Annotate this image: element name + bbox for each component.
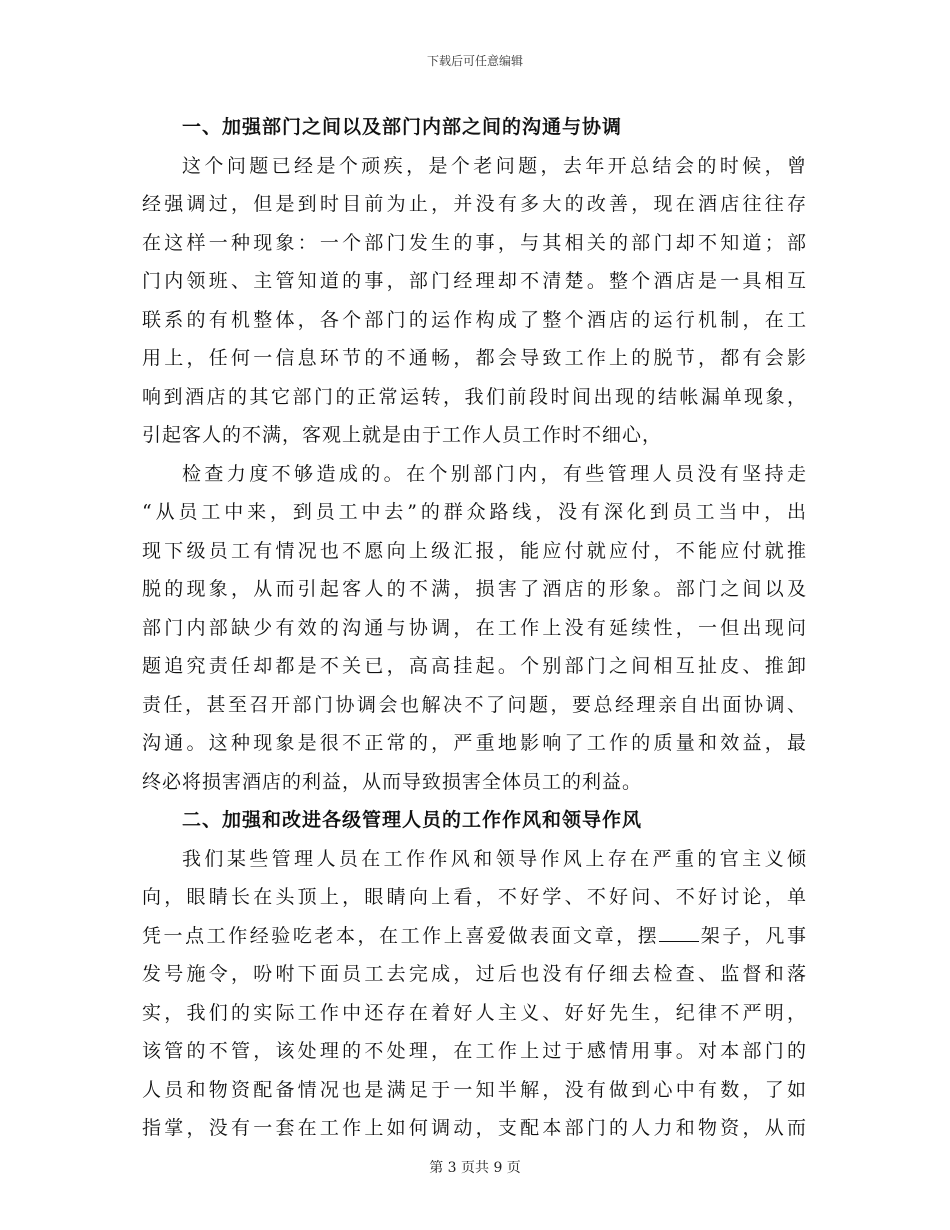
paragraph-line: 检查力度不够造成的。在个别部门内，有些管理人员没有坚持走 (182, 462, 807, 485)
paragraph-line: “从员工中来，到员工中去”的群众路线，没有深化到员工当中，出 (142, 501, 807, 523)
paragraph-line: 部门内部缺少有效的沟通与协调，在工作上没有延续性，一但出现问 (142, 616, 807, 639)
document-body (142, 108, 807, 1148)
paragraph-line: 向，眼睛长在头顶上，眼睛向上看，不好学、不好问、不好讨论，单 (142, 886, 807, 908)
paragraph-line: 发号施令，吩咐下面员工去完成，过后也没有仔细去检查、监督和落 (142, 963, 807, 985)
section-heading: 二、加强和改进各级管理人员的工作作风和领导作风 (182, 809, 643, 831)
paragraph-line: 引起客人的不满，客观上就是由于工作人员工作时不细心， (142, 424, 663, 446)
paragraph-line (142, 917, 807, 956)
page-footer: 第 3 页共 9 页 (429, 1160, 521, 1176)
paragraph-line: 响到酒店的其它部门的正常运转，我们前段时间出现的结帐漏单现象， (142, 385, 807, 408)
paragraph-line: 用上，任何一信息环节的不通畅，都会导致工作上的脱节，都有会影 (142, 347, 807, 369)
paragraph-line: 人员和物资配备情况也是满足于一知半解，没有做到心中有数，了如 (142, 1078, 807, 1101)
paragraph-line: 经强调过，但是到时目前为止，并没有多大的改善，现在酒店往往存 (142, 193, 807, 215)
paragraph-line: 沟通。这种现象是很不正常的，严重地影响了工作的质量和效益，最 (142, 732, 807, 754)
paragraph-line: 题追究责任却都是不关已，高高挂起。个别部门之间相互扯皮、推卸 (142, 655, 807, 677)
paragraph-line: 实，我们的实际工作中还存在着好人主义、好好先生，纪律不严明， (142, 1001, 807, 1024)
paragraph-line: 我们某些管理人员在工作作风和领导作风上存在严重的官主义倾 (182, 847, 807, 870)
paragraph-line: 联系的有机整体，各个部门的运作构成了整个酒店的运行机制，在工 (142, 308, 807, 331)
text-span: 凭一点工作经验吃老本，在工作上喜爱做表面文章，摆 (142, 924, 660, 947)
paragraph-line: 责任，甚至召开部门协调会也解决不了问题，要总经理亲自出面协调、 (142, 693, 807, 716)
text-span: 架子，凡事 (699, 924, 807, 947)
paragraph-line: 脱的现象，从而引起客人的不满，损害了酒店的形象。部门之间以及 (142, 578, 807, 600)
fill-blank-underline (659, 925, 699, 942)
paragraph-line: 在这样一种现象：一个部门发生的事，与其相关的部门却不知道；部 (142, 231, 807, 254)
paragraph-line: 现下级员工有情况也不愿向上级汇报，能应付就应付，不能应付就推 (142, 539, 807, 562)
paragraph-line: 这个问题已经是个顽疾，是个老问题，去年开总结会的时候，曾 (182, 154, 807, 177)
page-header: 下载后可任意编辑 (426, 54, 523, 68)
section-heading: 一、加强部门之间以及部门内部之间的沟通与协调 (182, 116, 623, 138)
paragraph-line: 门内领班、主管知道的事，部门经理却不清楚。整个酒店是一具相互 (142, 270, 807, 292)
paragraph-line: 终必将损害酒店的利益，从而导致损害全体员工的利益。 (142, 770, 643, 793)
paragraph-line: 该管的不管，该处理的不处理，在工作上过于感情用事。对本部门的 (142, 1040, 807, 1062)
paragraph-line: 指掌，没有一套在工作上如何调动，支配本部门的人力和物资，从而 (142, 1117, 807, 1139)
